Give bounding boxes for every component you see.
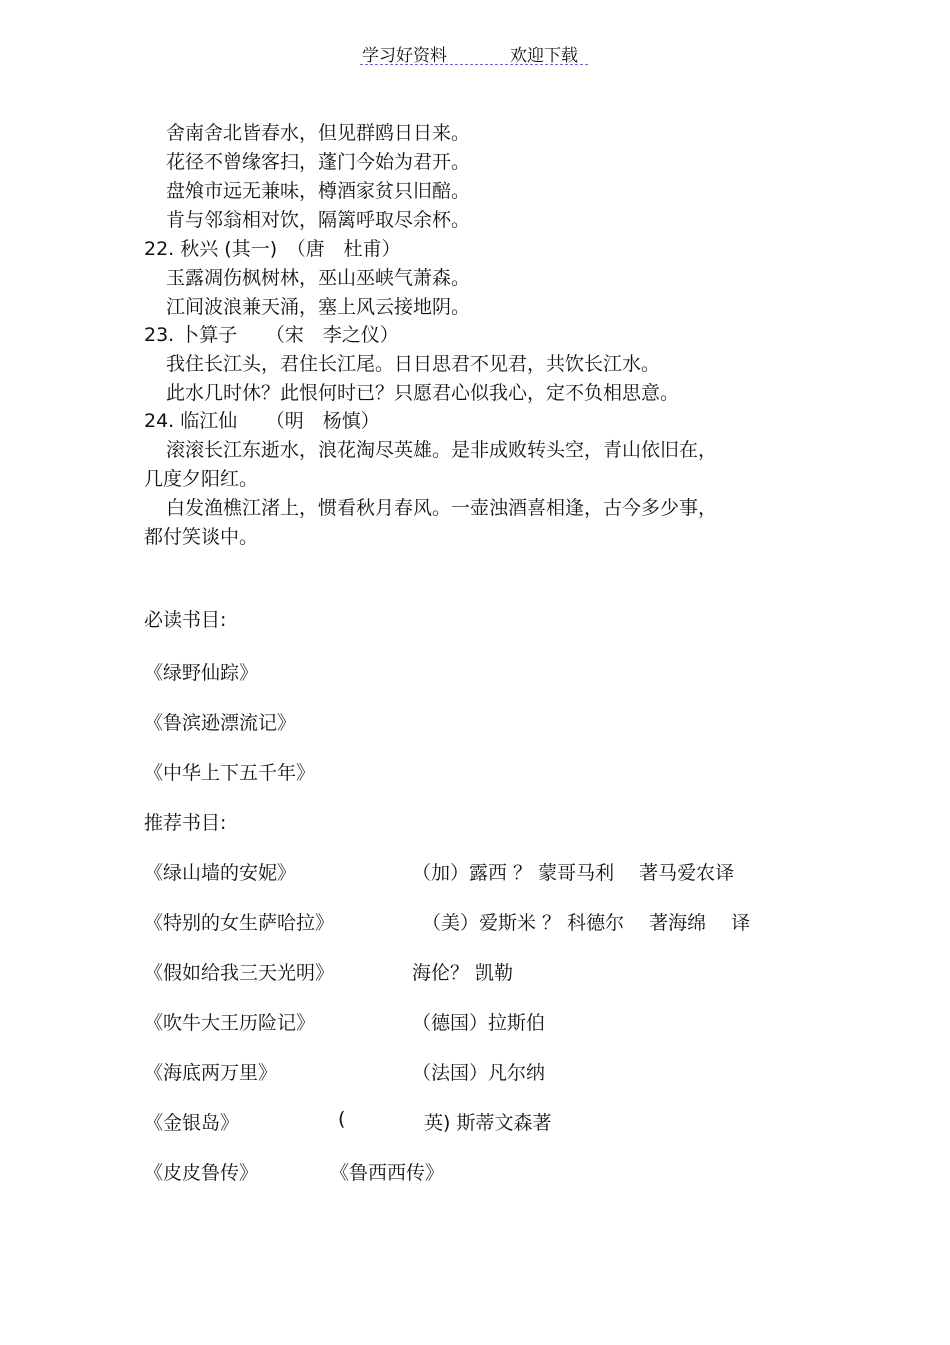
book-title: 《中华上下五千年》 bbox=[144, 762, 316, 784]
poem-line: 肯与邻翁相对饮，隔篱呼取尽余杯。 bbox=[166, 209, 471, 231]
poem-line: 我住长江头，君住长江尾。日日思君不见君，共饮长江水。 bbox=[166, 353, 661, 375]
poem-title: 23. 卜算子 （宋 李之仪） bbox=[144, 324, 399, 346]
poem-line: 白发渔樵江渚上，惯看秋月春风。一壶浊酒喜相逢，古今多少事， bbox=[166, 497, 718, 519]
poem-line: 几度夕阳红。 bbox=[144, 468, 259, 490]
book-title: 《特别的女生萨哈拉》 bbox=[144, 912, 335, 934]
book-title: 《鲁滨逊漂流记》 bbox=[144, 712, 297, 734]
book-title: 《金银岛》 bbox=[144, 1112, 240, 1134]
header-left-text: 学习好资料 bbox=[362, 46, 447, 66]
book-author: 英) 斯蒂文森著 bbox=[424, 1112, 552, 1134]
poem-line: 江间波浪兼天涌，塞上风云接地阴。 bbox=[166, 296, 471, 318]
poem-line: 玉露凋伤枫树林，巫山巫峡气萧森。 bbox=[166, 267, 471, 289]
poem-line: 花径不曾缘客扫，蓬门今始为君开。 bbox=[166, 151, 471, 173]
book-title: 《海底两万里》 bbox=[144, 1062, 278, 1084]
page-header bbox=[360, 40, 588, 65]
poem-line: 盘飧市远无兼味，樽酒家贫只旧醅。 bbox=[166, 180, 471, 202]
book-title: 《绿野仙踪》 bbox=[144, 662, 259, 684]
book-author-paren: ( bbox=[338, 1108, 346, 1130]
poem-title: 22. 秋兴 (其一) （唐 杜甫） bbox=[144, 238, 401, 260]
book-author: （法国）凡尔纳 bbox=[412, 1062, 546, 1084]
poem-line: 都付笑谈中。 bbox=[144, 526, 259, 548]
book-title: 《吹牛大王历险记》 bbox=[144, 1012, 316, 1034]
poem-line: 舍南舍北皆春水，但见群鸥日日来。 bbox=[166, 122, 471, 144]
book-title: 《绿山墙的安妮》 bbox=[144, 862, 297, 884]
book-author: （德国）拉斯伯 bbox=[412, 1012, 546, 1034]
header-right-text: 欢迎下载 bbox=[510, 46, 578, 66]
poem-line: 滚滚长江东逝水，浪花淘尽英雄。是非成败转头空，青山依旧在， bbox=[166, 439, 718, 461]
book-author: （美）爱斯米 ？ 科德尔 著海绵 译 bbox=[422, 912, 751, 934]
book-author: （加）露西 ？ 蒙哥马利 著马爱农译 bbox=[412, 862, 735, 884]
book-author: 海伦？ 凯勒 bbox=[412, 962, 514, 984]
poem-title: 24. 临江仙 （明 杨慎） bbox=[144, 410, 380, 432]
book-title: 《假如给我三天光明》 bbox=[144, 962, 335, 984]
poem-line: 此水几时休？此恨何时已？只愿君心似我心，定不负相思意。 bbox=[166, 382, 680, 404]
book-title: 《皮皮鲁传》 bbox=[144, 1162, 259, 1184]
book-title-2: 《鲁西西传》 bbox=[330, 1162, 445, 1184]
